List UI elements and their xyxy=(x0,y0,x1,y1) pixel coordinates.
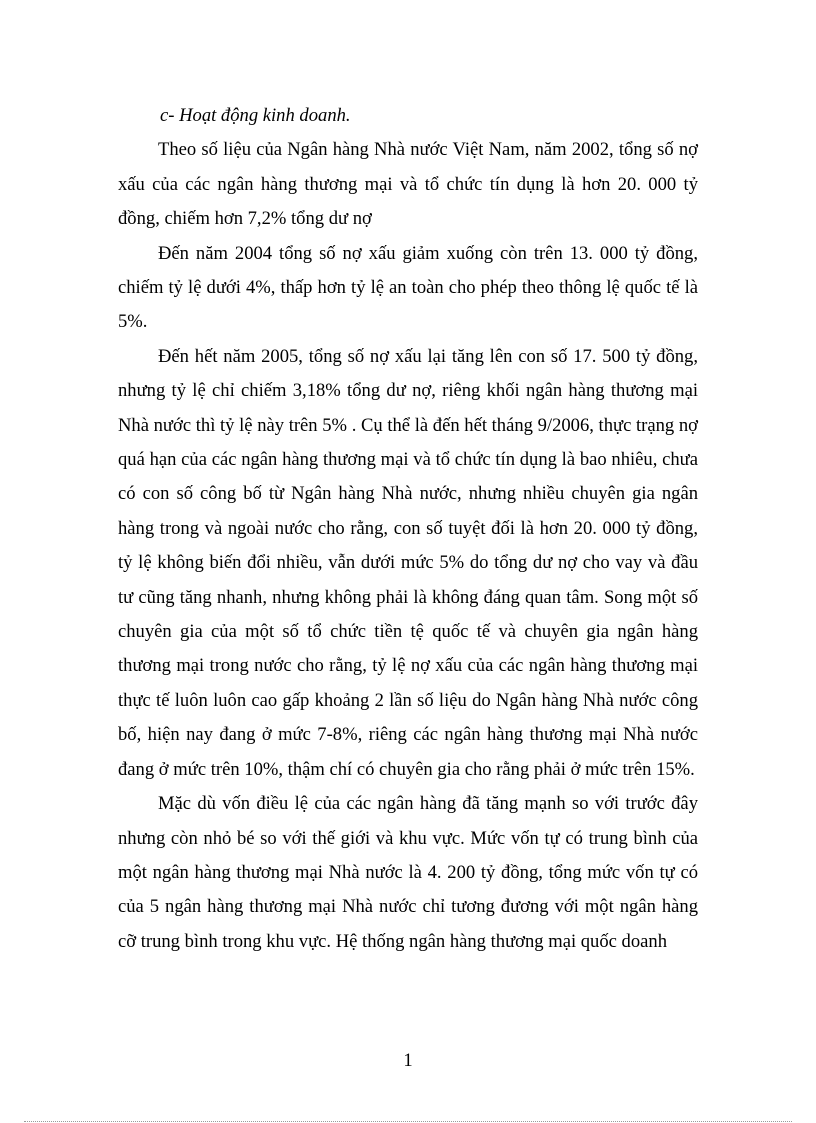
paragraph-bad-debt-2002: Theo số liệu của Ngân hàng Nhà nước Việt Nam, năm 2002, tổng số nợ xấu của các ngân hàng thương mại và tổ chức tín dụng là hơn 20. 000 tỷ đồng, chiếm hơn 7,2% tổng dư nợ xyxy=(118,139,698,230)
page-number: 1 xyxy=(403,1050,413,1071)
page-bottom-divider xyxy=(24,1121,792,1122)
paragraph-bad-debt-2005: Đến hết năm 2005, tổng số nợ xấu lại tăng lên con số 17. 500 tỷ đồng, nhưng tỷ lệ chỉ chiếm 3,18% tổng dư nợ, riêng khối ngân hàng thương mại Nhà nước thì tỷ lệ này trên 5% . Cụ thể là đến hết tháng 9/2006, thực trạng nợ quá hạn của các ngân hàng thương mại và tổ chức tín dụng là bao nhiêu, chưa có con số công bố từ Ngân hàng Nhà nước, nhưng nhiều chuyên gia ngân hàng trong và ngoài nước cho rằng, con số tuyệt đối là hơn 20. 000 tỷ đồng, tỷ lệ không biến đổi nhiều, vẫn dưới mức 5% do tổng dư nợ cho vay và đầu tư cũng tăng nhanh, nhưng không phải là không đáng quan tâm. Song một số chuyên gia của một số tổ chức tiền tệ quốc tế và chuyên gia ngân hàng thương mại trong nước cho rằng, tỷ lệ nợ xấu của các ngân hàng thương mại thực tế luôn luôn cao gấp khoảng 2 lần số liệu do Ngân hàng Nhà nước công bố, hiện nay đang ở mức 7-8%, riêng các ngân hàng thương mại Nhà nước đang ở mức trên 10%, thậm chí có chuyên gia cho rằng phải ở mức trên 15%. xyxy=(118,345,698,780)
document-body xyxy=(118,99,698,959)
section-heading: c- Hoạt động kinh doanh. xyxy=(160,105,351,126)
paragraph-bad-debt-2004: Đến năm 2004 tổng số nợ xấu giảm xuống còn trên 13. 000 tỷ đồng, chiếm tỷ lệ dưới 4%, thấp hơn tỷ lệ an toàn cho phép theo thông lệ quốc tế là 5%. xyxy=(118,242,698,333)
paragraph-charter-capital: Mặc dù vốn điều lệ của các ngân hàng đã tăng mạnh so với trước đây nhưng còn nhỏ bé so với thế giới và khu vực. Mức vốn tự có trung bình của một ngân hàng thương mại Nhà nước là 4. 200 tỷ đồng, tổng mức vốn tự có của 5 ngân hàng thương mại Nhà nước chỉ tương đương với một ngân hàng cỡ trung bình trong khu vực. Hệ thống ngân hàng thương mại quốc doanh xyxy=(118,793,698,952)
